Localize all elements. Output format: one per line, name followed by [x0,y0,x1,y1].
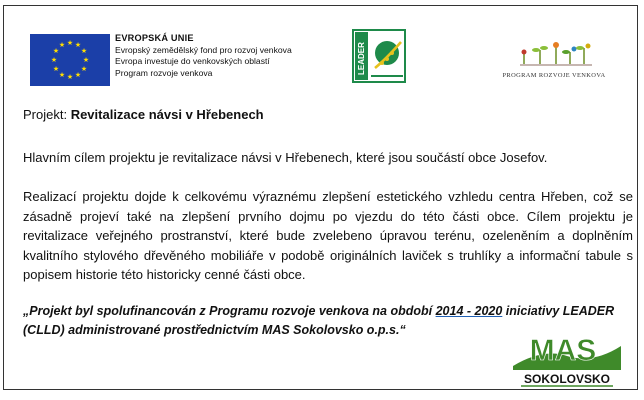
svg-text:★: ★ [66,39,74,47]
svg-text:★: ★ [80,47,88,55]
svg-text:★: ★ [58,71,66,79]
logo-row [4,6,637,98]
prv-caption: PROGRAM ROZVOJE VENKOVA [502,72,606,79]
svg-text:★: ★ [82,56,90,64]
eu-flag-icon [30,34,110,86]
eu-line: Evropský zemědělský fond pro rozvoj venkova [115,44,292,55]
description-paragraph: Realizací projektu dojde k celkovému výraznému zlepšení estetického vzhledu centra Hřeben, což se zásadně projeví také na zlepšení prvního dojmu po vjezdu do této části obce. Cílem projektu je revitalizace veřejného prostranství, které bude zvelebeno úpravou terénu, ozeleněním a doplněním kvalitního stylového dřevěného mobiliáře v podobě originálních laviček s truhlíky a informační tabule s popisem historie této historicky cenné části obce. [23,189,633,282]
svg-text:★: ★ [58,41,66,49]
eu-line: Program rozvoje venkova [115,67,213,78]
svg-text:★: ★ [66,73,74,81]
mas-subtext: SOKOLOVSKO [523,372,611,386]
leader-logo [351,28,407,84]
project-heading [23,105,633,125]
svg-text:★: ★ [74,41,82,49]
prv-sprouts-icon [490,36,618,70]
svg-text:★: ★ [50,56,58,64]
funding-text-start: „Projekt byl spolufinancován z Programu rozvoje venkova na období [23,304,436,318]
svg-text:★: ★ [80,65,88,73]
mas-text: MAS [529,334,597,367]
funding-period: 2014 - 2020 [435,304,503,318]
mas-sokolovsko-logo [513,326,621,388]
eu-line: Evropa investuje do venkovských oblastí [115,56,270,67]
funding-text-end: iniciativy LEADER (CLLD) administrované prostřednictvím MAS Sokolovsko o.p.s.“ [23,304,615,337]
document-frame [3,5,638,390]
svg-text:★: ★ [74,71,82,79]
eu-title: EVROPSKÁ UNIE [115,33,194,43]
goal-paragraph: Hlavním cílem projektu je revitalizace návsi v Hřebenech, které jsou součástí obce Josefov. [23,150,548,165]
leader-text: LEADER [357,42,366,75]
svg-text:★: ★ [52,65,60,73]
eu-text-block [115,33,292,79]
project-name: Revitalizace návsi v Hřebenech [70,107,264,122]
project-label: Projekt: [23,107,71,122]
prv-logo [490,36,618,82]
svg-text:★: ★ [52,47,60,55]
